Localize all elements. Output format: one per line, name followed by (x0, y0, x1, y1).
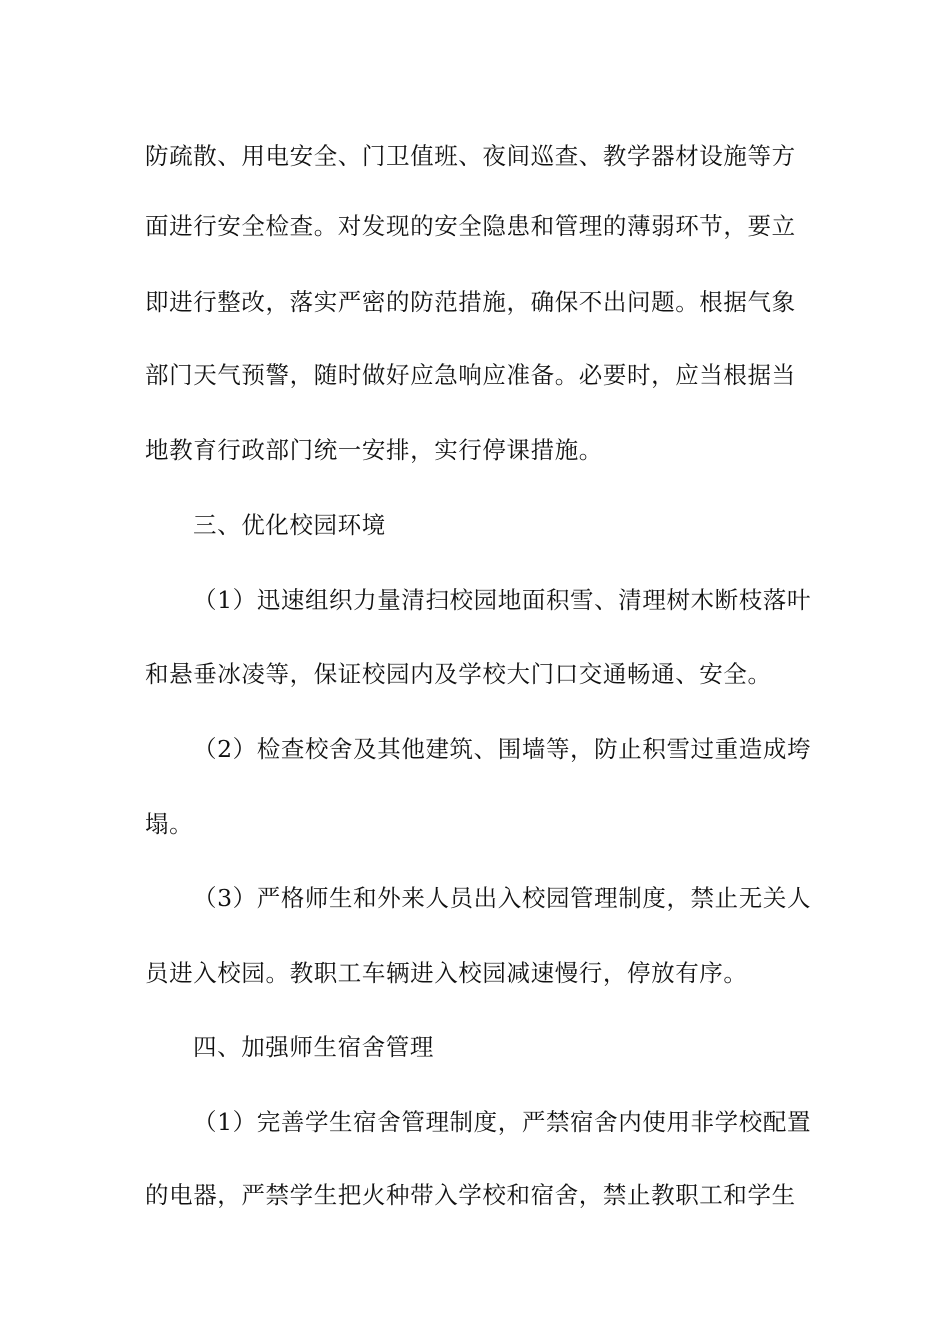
body-text-line: 面进行安全检查。对发现的安全隐患和管理的薄弱环节，要立 (145, 212, 796, 240)
body-text-line: 即进行整改，落实严密的防范措施，确保不出问题。根据气象 (145, 288, 796, 316)
body-text-line: （1）完善学生宿舍管理制度，严禁宿舍内使用非学校配置 (193, 1108, 812, 1136)
body-text-line: 员进入校园。教职工车辆进入校园减速慢行，停放有序。 (145, 959, 748, 987)
body-text-line: （2）检查校舍及其他建筑、围墙等，防止积雪过重造成垮 (193, 735, 812, 763)
body-text-line: 和悬垂冰凌等，保证校园内及学校大门口交通畅通、安全。 (145, 660, 772, 688)
body-text-line: （3）严格师生和外来人员出入校园管理制度，禁止无关人 (193, 884, 812, 912)
body-text-line: 地教育行政部门统一安排，实行停课措施。 (145, 436, 603, 464)
body-text-line: （1）迅速组织力量清扫校园地面积雪、清理树木断枝落叶 (193, 586, 812, 614)
body-text-line: 防疏散、用电安全、门卫值班、夜间巡查、教学器材设施等方 (145, 142, 796, 170)
body-text-line: 塌。 (145, 810, 194, 838)
body-text-line: 的电器，严禁学生把火种带入学校和宿舍，禁止教职工和学生 (145, 1181, 796, 1209)
section-heading: 三、优化校园环境 (193, 511, 386, 539)
body-text-line: 部门天气预警，随时做好应急响应准备。必要时，应当根据当 (145, 361, 796, 389)
section-heading: 四、加强师生宿舍管理 (193, 1033, 434, 1061)
